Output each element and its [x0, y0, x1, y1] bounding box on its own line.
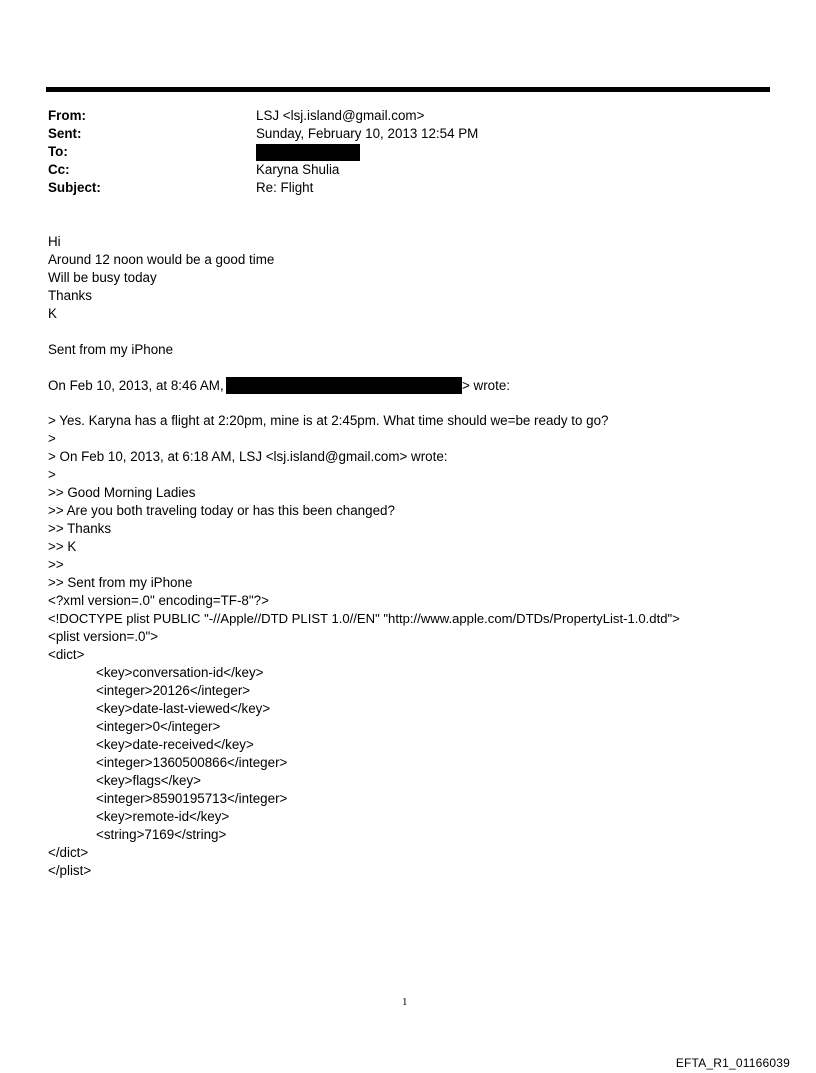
plist-line: <key>flags</key> [96, 773, 201, 788]
quote-line: > [48, 431, 56, 446]
reply-line: K [48, 306, 57, 321]
cc-label: Cc: [48, 162, 70, 177]
plist-line: <key>date-last-viewed</key> [96, 701, 271, 716]
quote-line: > Yes. Karyna has a flight at 2:20pm, mine is at 2:45pm. What time should we=be ready to go? [48, 413, 609, 428]
document-id: EFTA_R1_01166039 [675, 1056, 790, 1070]
plist-line: </dict> [48, 845, 89, 860]
plist-line: <key>conversation-id</key> [96, 665, 264, 680]
plist-line: <key>date-received</key> [96, 737, 254, 752]
plist-line: <integer>8590195713</integer> [96, 791, 288, 806]
quote-line: >> K [48, 539, 77, 554]
plist-line: <integer>1360500866</integer> [96, 755, 288, 770]
quote-attribution-prefix: On Feb 10, 2013, at 8:46 AM, [48, 378, 224, 393]
quote-line: >> Good Morning Ladies [48, 485, 196, 500]
quote-line: > On Feb 10, 2013, at 6:18 AM, LSJ <lsj.island@gmail.com> wrote: [48, 449, 448, 464]
header-rule [46, 87, 770, 92]
reply-line: Hi [48, 234, 61, 249]
from-value: LSJ <lsj.island@gmail.com> [256, 108, 425, 123]
to-redaction [256, 144, 360, 161]
sent-label: Sent: [48, 126, 82, 141]
plist-line: <dict> [48, 647, 85, 662]
to-label: To: [48, 144, 68, 159]
quote-line: >> Thanks [48, 521, 112, 536]
plist-line: <?xml version=.0" encoding=TF-8"?> [48, 593, 269, 608]
quote-line: >> Sent from my iPhone [48, 575, 193, 590]
page-number: 1 [402, 996, 408, 1008]
reply-line: Will be busy today [48, 270, 157, 285]
plist-line: <integer>0</integer> [96, 719, 221, 734]
signature: Sent from my iPhone [48, 342, 174, 357]
quote-line: >> [48, 557, 64, 572]
sender-redaction [226, 377, 462, 394]
cc-value: Karyna Shulia [256, 162, 340, 177]
plist-line: <string>7169</string> [96, 827, 227, 842]
reply-line: Around 12 noon would be a good time [48, 252, 275, 267]
plist-line: <integer>20126</integer> [96, 683, 251, 698]
reply-line: Thanks [48, 288, 92, 303]
subject-label: Subject: [48, 180, 101, 195]
plist-line: <!DOCTYPE plist PUBLIC "-//Apple//DTD PLIST 1.0//EN" "http://www.apple.com/DTDs/PropertyList-1.0.dtd"> [48, 611, 680, 626]
quote-attribution-suffix: > wrote: [462, 378, 511, 393]
plist-line: <key>remote-id</key> [96, 809, 230, 824]
plist-line: <plist version=.0"> [48, 629, 159, 644]
quote-line: >> Are you both traveling today or has this been changed? [48, 503, 395, 518]
quote-line: > [48, 467, 56, 482]
sent-value: Sunday, February 10, 2013 12:54 PM [256, 126, 479, 141]
plist-line: </plist> [48, 863, 92, 878]
from-label: From: [48, 108, 86, 123]
subject-value: Re: Flight [256, 180, 314, 195]
